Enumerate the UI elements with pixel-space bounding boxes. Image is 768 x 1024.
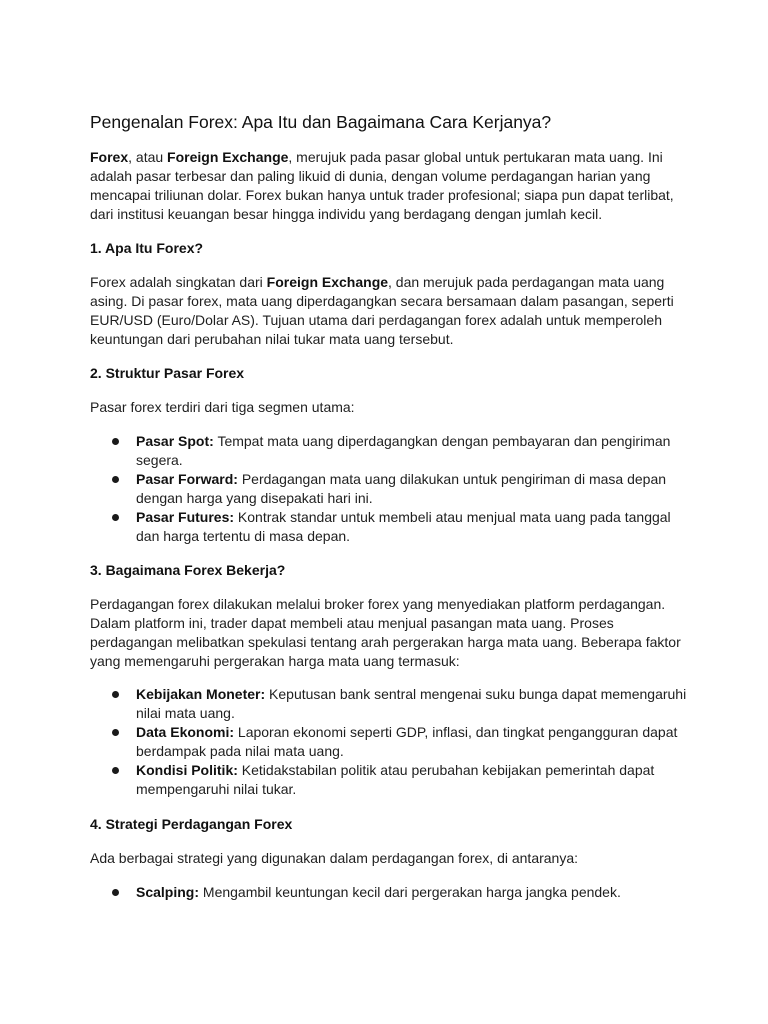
intro-connector: , atau: [128, 149, 168, 165]
section-4-list: [90, 883, 690, 902]
list-item-label: Scalping:: [136, 884, 200, 900]
section-4-intro: Ada berbagai strategi yang digunakan dalam perdagangan forex, di antaranya:: [90, 850, 579, 866]
section-3-heading: 3. Bagaimana Forex Bekerja?: [90, 562, 286, 578]
intro-term-foreign-exchange: Foreign Exchange: [167, 149, 289, 165]
list-item-label: Kondisi Politik:: [136, 762, 238, 778]
section-1-pre: Forex adalah singkatan dari: [90, 274, 267, 290]
list-item: [90, 432, 690, 470]
section-4-heading: 4. Strategi Perdagangan Forex: [90, 816, 293, 832]
bullet-dot-icon: [112, 438, 119, 445]
list-item-text: Tempat mata uang diperdagangkan dengan pembayaran dan pengiriman segera.: [136, 433, 671, 468]
list-item: [90, 883, 690, 902]
section-3-intro: Perdagangan forex dilakukan melalui broker forex yang menyediakan platform perdagangan. Dalam platform ini, trader dapat membeli atau menjual pasangan mata uang. Proses perdagangan melibatkan spekulasi tentang arah pergerakan harga mata uang. Beberapa faktor yang memengaruhi pergerakan harga mata uang termasuk:: [90, 596, 681, 669]
list-item-text: Perdagangan mata uang dilakukan untuk pengiriman di masa depan dengan harga yang disepakati hari ini.: [136, 471, 667, 506]
section-2-intro: Pasar forex terdiri dari tiga segmen utama:: [90, 399, 355, 415]
list-item-label: Pasar Forward:: [136, 471, 238, 487]
section-1-post: , dan merujuk pada perdagangan mata uang asing. Di pasar forex, mata uang diperdagangkan secara bersamaan dalam pasangan, seperti EUR/USD (Euro/Dolar AS). Tujuan utama dari perdagangan forex adalah untuk memperoleh keuntungan dari perubahan nilai tukar mata uang tersebut.: [90, 274, 674, 347]
list-item: [90, 685, 690, 723]
list-item-label: Data Ekonomi:: [136, 724, 235, 740]
list-item-text: Mengambil keuntungan kecil dari pergerakan harga jangka pendek.: [199, 884, 621, 900]
bullet-dot-icon: [112, 889, 119, 896]
list-item: [90, 761, 690, 799]
page-title: Pengenalan Forex: Apa Itu dan Bagaimana Cara Kerjanya?: [90, 112, 552, 132]
intro-paragraph: [90, 148, 690, 224]
list-item-text: Laporan ekonomi seperti GDP, inflasi, dan tingkat pengangguran dapat berdampak pada nilai mata uang.: [136, 724, 678, 759]
bullet-dot-icon: [112, 691, 119, 698]
bullet-dot-icon: [112, 767, 119, 774]
bullet-dot-icon: [112, 476, 119, 483]
section-2-list: [90, 432, 690, 546]
list-item-label: Kebijakan Moneter:: [136, 686, 266, 702]
section-2-heading: 2. Struktur Pasar Forex: [90, 365, 245, 381]
section-1-bold-term: Foreign Exchange: [266, 274, 389, 290]
list-item-text: Ketidakstabilan politik atau perubahan kebijakan pemerintah dapat mempengaruhi nilai tukar.: [136, 762, 655, 797]
bullet-dot-icon: [112, 514, 119, 521]
list-item-text: Kontrak standar untuk membeli atau menjual mata uang pada tanggal dan harga tertentu di masa depan.: [136, 509, 671, 544]
list-item-text: Keputusan bank sentral mengenai suku bunga dapat memengaruhi nilai mata uang.: [136, 686, 687, 721]
bullet-dot-icon: [112, 729, 119, 736]
intro-term-forex: Forex: [90, 149, 129, 165]
section-1-paragraph: [90, 273, 690, 349]
list-item-label: Pasar Futures:: [136, 509, 235, 525]
intro-body: , merujuk pada pasar global untuk pertukaran mata uang. Ini adalah pasar terbesar dan paling likuid di dunia, dengan volume perdagangan harian yang mencapai triliunan dolar. Forex bukan hanya untuk trader profesional; siapa pun dapat terlibat, dari institusi keuangan besar hingga individu yang berdagang dengan jumlah kecil.: [90, 149, 674, 222]
section-1-heading: 1. Apa Itu Forex?: [90, 240, 204, 256]
list-item: [90, 470, 690, 508]
list-item-label: Pasar Spot:: [136, 433, 214, 449]
list-item: [90, 723, 690, 761]
section-3-list: [90, 685, 690, 799]
list-item: [90, 508, 690, 546]
